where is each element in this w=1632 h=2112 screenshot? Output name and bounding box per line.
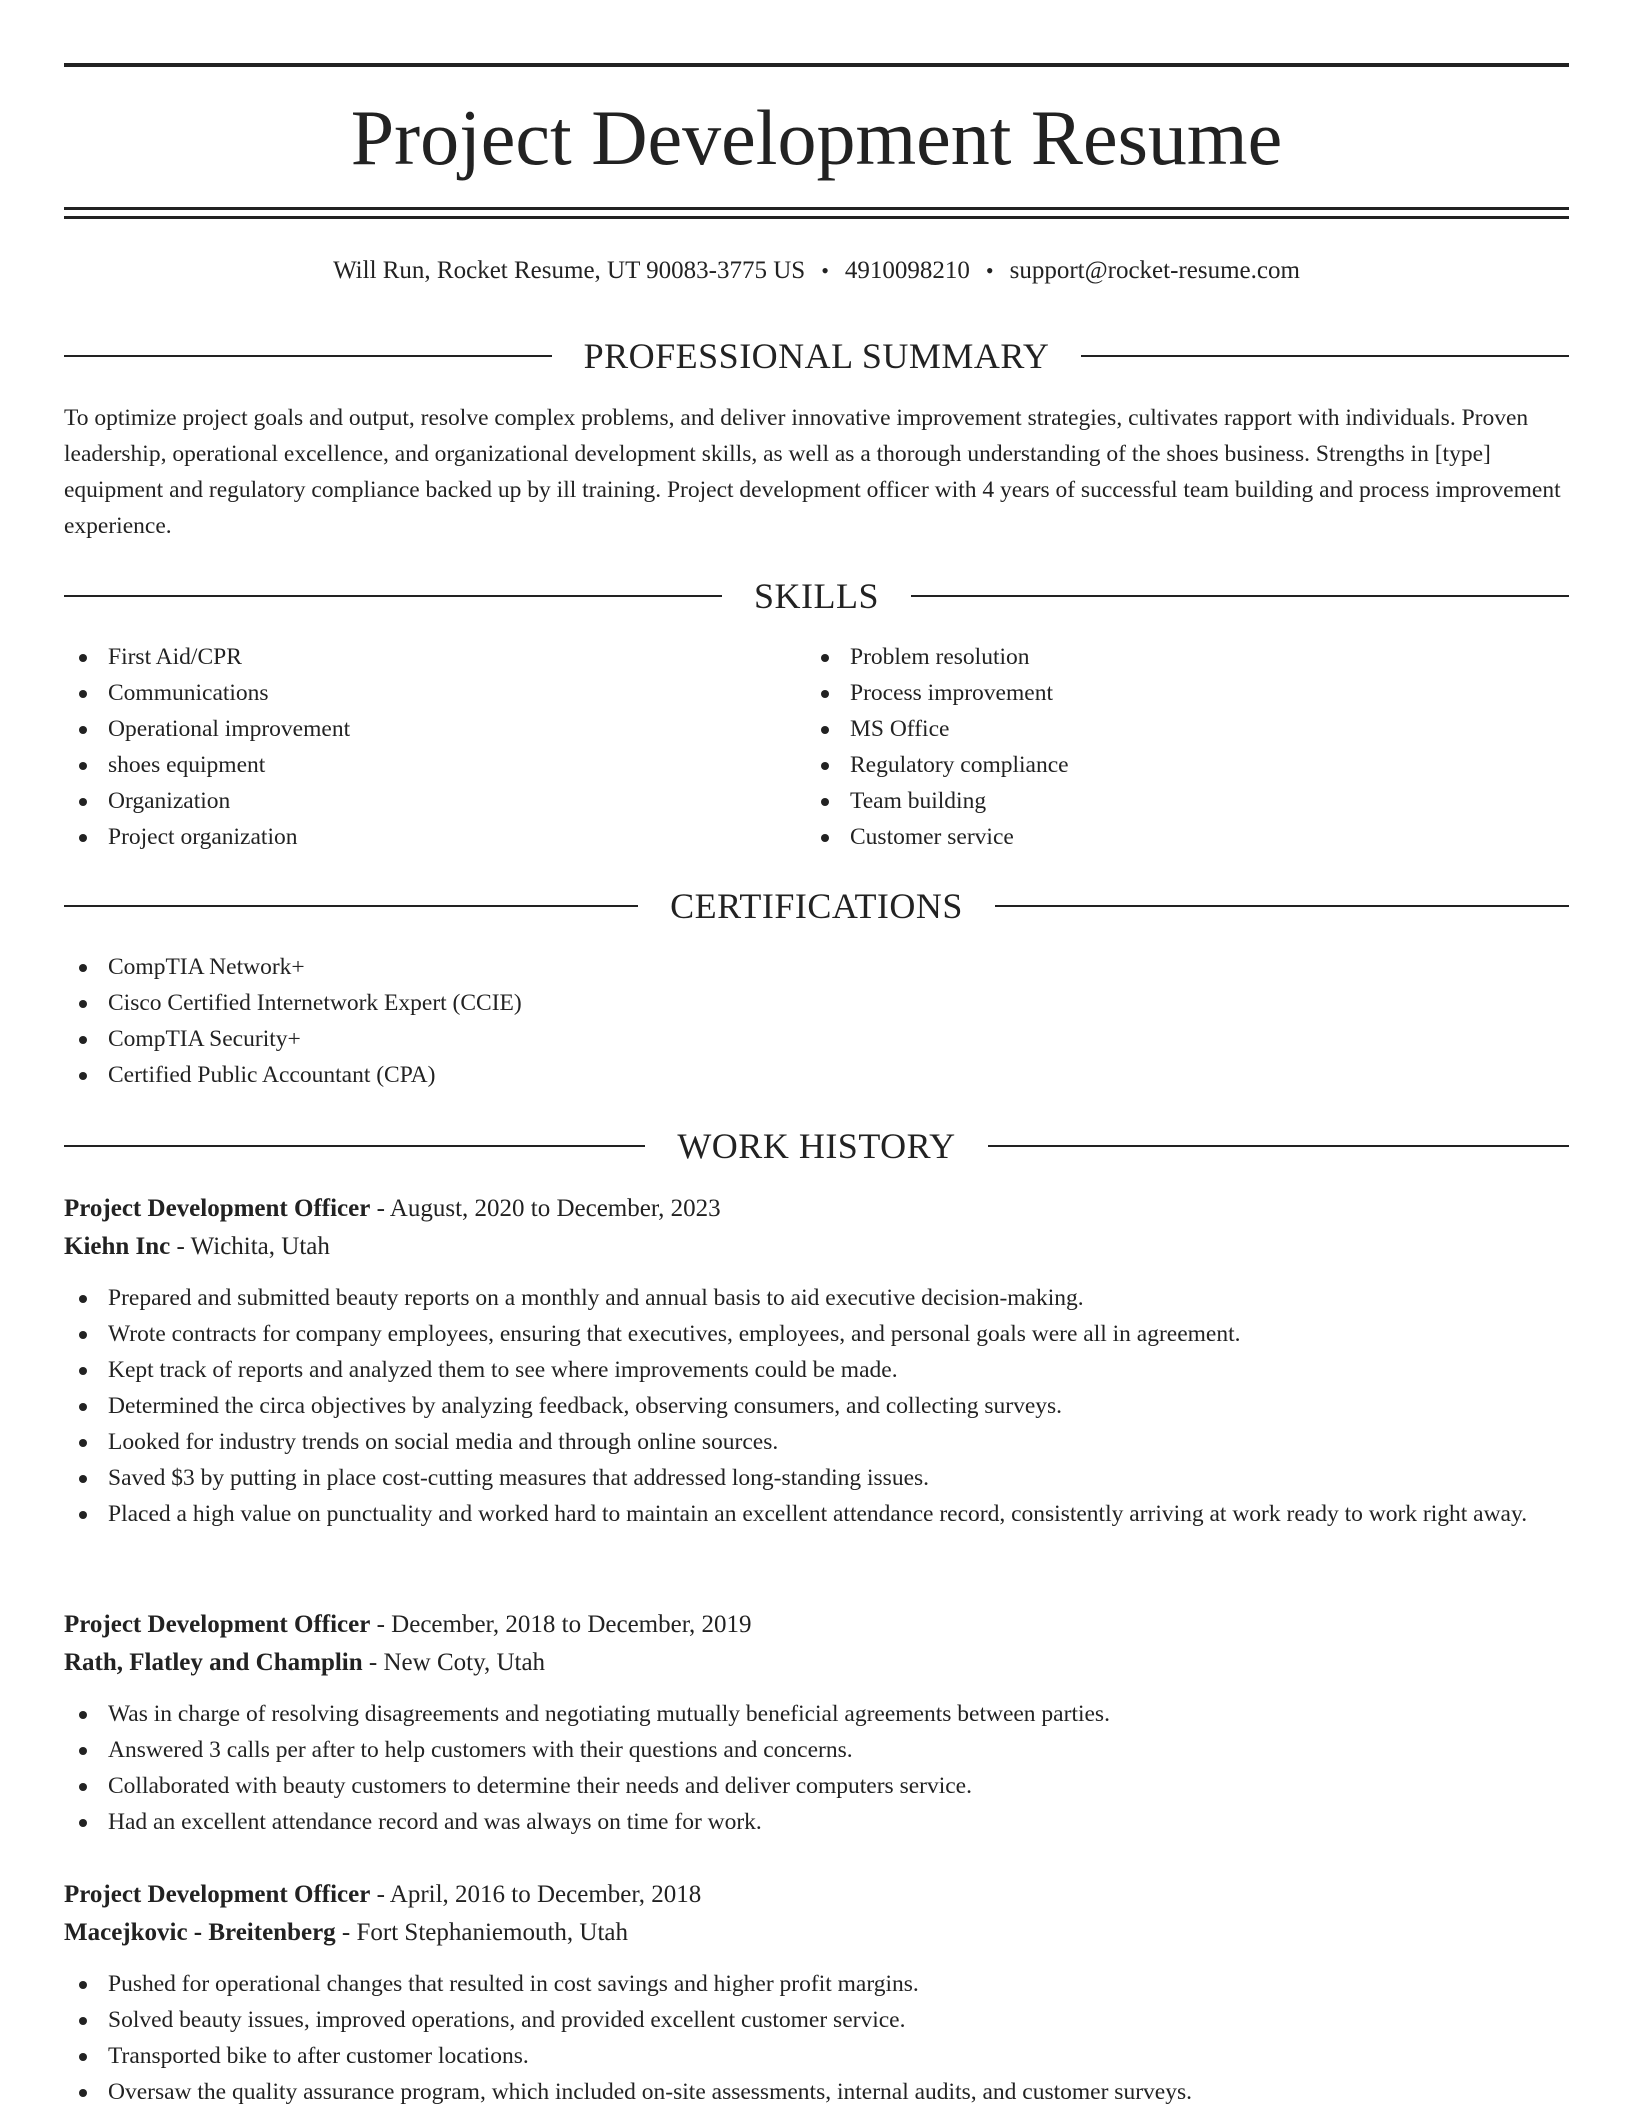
job-duty: Looked for industry trends on social media and through online sources.	[64, 1424, 1569, 1460]
job-duty: Collaborated with beauty customers to determine their needs and deliver computers service.	[64, 1768, 1569, 1804]
job-duty: Wrote contracts for company employees, ensuring that executives, employees, and personal goals were all in agreement.	[64, 1316, 1569, 1352]
skills-list-left	[64, 639, 804, 855]
job-title-line	[64, 1876, 1569, 1914]
job-title: Project Development Officer	[64, 1195, 371, 1222]
section-rule	[988, 1145, 1569, 1147]
job-duty: Transported bike to after customer locations.	[64, 2038, 1569, 2074]
section-title: WORK HISTORY	[677, 1126, 956, 1166]
job-dates: - April, 2016 to December, 2018	[370, 1881, 702, 1908]
job-duty: Kept track of reports and analyzed them to see where improvements could be made.	[64, 1352, 1569, 1388]
skill-item: Team building	[806, 783, 1546, 819]
skill-item: Communications	[64, 675, 804, 711]
job-duty: Had an excellent attendance record and was always on time for work.	[64, 1804, 1569, 1840]
job-duties-list	[64, 1696, 1569, 1840]
job-duty: Answered 3 calls per after to help customers with their questions and concerns.	[64, 1732, 1569, 1768]
contact-separator: •	[985, 258, 994, 283]
section-rule	[1081, 355, 1569, 357]
contact-line	[64, 254, 1569, 288]
section-header-work-history	[64, 1124, 1569, 1168]
job-title: Project Development Officer	[64, 1881, 371, 1908]
job-location: - New Coty, Utah	[362, 1649, 546, 1676]
section-rule	[64, 905, 638, 907]
section-title: PROFESSIONAL SUMMARY	[583, 336, 1050, 376]
job-duty: Saved $3 by putting in place cost-cutting measures that addressed long-standing issues.	[64, 1460, 1569, 1496]
title-rule-lower	[64, 216, 1569, 219]
certifications-list	[64, 949, 1569, 1093]
contact-separator: •	[821, 258, 829, 283]
contact-phone: 4910098210	[844, 257, 970, 284]
skill-item: Process improvement	[806, 675, 1546, 711]
section-title: SKILLS	[754, 576, 880, 616]
certification-item: CompTIA Security+	[64, 1021, 1569, 1057]
job-duties-list	[64, 1280, 1569, 1532]
skill-item: Project organization	[64, 819, 804, 855]
skill-item: shoes equipment	[64, 747, 804, 783]
job-company: Macejkovic - Breitenberg	[64, 1919, 336, 1946]
skill-item: Regulatory compliance	[806, 747, 1546, 783]
job-company-line	[64, 1644, 1569, 1682]
job-title-line	[64, 1606, 1569, 1644]
job-title-line	[64, 1190, 1569, 1228]
job-location: - Wichita, Utah	[170, 1233, 330, 1260]
resume-title: Project Development Resume	[350, 94, 1283, 181]
job-title: Project Development Officer	[64, 1611, 371, 1638]
job-duty: Pushed for operational changes that resulted in cost savings and higher profit margins.	[64, 1966, 1569, 2002]
section-header-skills	[64, 574, 1569, 618]
section-rule	[64, 595, 722, 597]
skill-item: Problem resolution	[806, 639, 1546, 675]
section-header-certifications	[64, 884, 1569, 928]
skill-item: Organization	[64, 783, 804, 819]
title-rule-upper	[64, 207, 1569, 210]
contact-address: Will Run, Rocket Resume, UT 90083-3775 US	[333, 257, 806, 284]
job-company-line	[64, 1228, 1569, 1266]
job-duty: Placed a high value on punctuality and worked hard to maintain an excellent attendance record, consistently arriving at work ready to work right away.	[64, 1496, 1569, 1532]
skills-list-right	[806, 639, 1546, 855]
section-rule	[911, 595, 1569, 597]
job-duty: Oversaw the quality assurance program, which included on-site assessments, internal audits, and customer surveys.	[64, 2074, 1569, 2110]
job-company: Kiehn Inc	[64, 1233, 171, 1260]
job-duty: Solved beauty issues, improved operations, and provided excellent customer service.	[64, 2002, 1569, 2038]
section-title: CERTIFICATIONS	[670, 886, 963, 926]
certification-item: Cisco Certified Internetwork Expert (CCIE)	[64, 985, 1569, 1021]
job-entry	[64, 1606, 1569, 1840]
job-dates: - August, 2020 to December, 2023	[370, 1195, 721, 1222]
job-dates: - December, 2018 to December, 2019	[370, 1611, 752, 1638]
certification-item: CompTIA Network+	[64, 949, 1569, 985]
job-entry	[64, 1876, 1569, 2110]
summary-paragraph: To optimize project goals and output, resolve complex problems, and deliver innovative improvement strategies, cultivates rapport with individuals. Proven leadership, operational excellence, and organizational development skills, as well as a thorough understanding of the shoes business. Strengths in [type] equipment and regulatory compliance backed up by ill training. Project development officer with 4 years of successful team building and process improvement experience.	[64, 405, 1561, 539]
job-duty: Prepared and submitted beauty reports on a monthly and annual basis to aid executive decision-making.	[64, 1280, 1569, 1316]
section-rule	[64, 1145, 645, 1147]
job-duty: Determined the circa objectives by analyzing feedback, observing consumers, and collecting surveys.	[64, 1388, 1569, 1424]
job-company-line	[64, 1914, 1569, 1952]
skill-item: Operational improvement	[64, 711, 804, 747]
top-rule	[64, 63, 1569, 67]
job-duty: Was in charge of resolving disagreements and negotiating mutually beneficial agreements between parties.	[64, 1696, 1569, 1732]
job-duties-list	[64, 1966, 1569, 2110]
section-rule	[995, 905, 1569, 907]
job-location: - Fort Stephaniemouth, Utah	[335, 1919, 628, 1946]
section-header-summary	[64, 334, 1569, 378]
certification-item: Certified Public Accountant (CPA)	[64, 1057, 1569, 1093]
skill-item: First Aid/CPR	[64, 639, 804, 675]
skill-item: MS Office	[806, 711, 1546, 747]
section-rule	[64, 355, 552, 357]
job-company: Rath, Flatley and Champlin	[64, 1649, 363, 1676]
skill-item: Customer service	[806, 819, 1546, 855]
contact-email: support@rocket-resume.com	[1009, 257, 1300, 284]
job-entry	[64, 1190, 1569, 1532]
